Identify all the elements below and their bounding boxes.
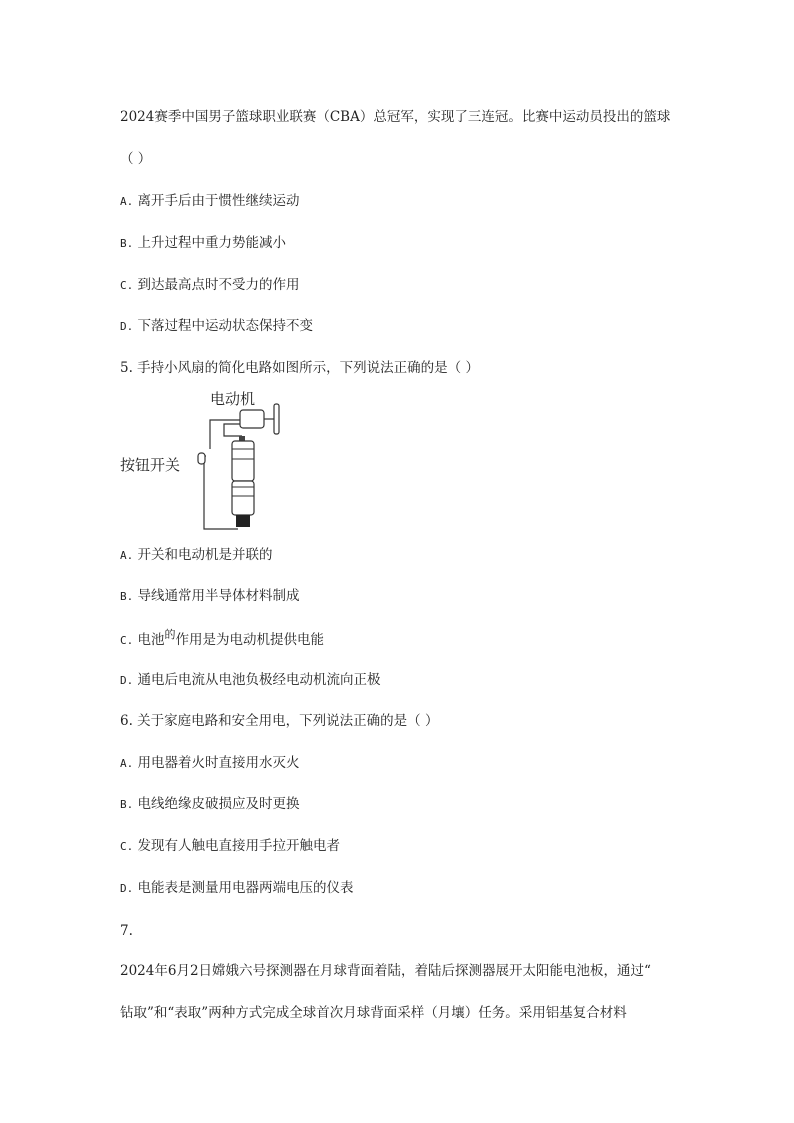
option-letter: D. xyxy=(120,882,134,895)
switch-label: 按钮开关 xyxy=(120,456,181,474)
option-text: 发现有人触电直接用手拉开触电者 xyxy=(137,838,341,854)
q4-stem: 2024赛季中国男子篮球职业联赛（CBA）总冠军，实现了三连冠。比赛中运动员投出的篮球 xyxy=(120,109,671,125)
option-text: 到达最高点时不受力的作用 xyxy=(137,277,300,293)
option-text-sup: 的 xyxy=(164,628,176,641)
q5-option-b xyxy=(120,587,300,606)
q4-option-a xyxy=(120,192,300,211)
q4-option-d xyxy=(120,317,313,336)
q6-option-a xyxy=(120,754,300,773)
option-letter: D. xyxy=(120,674,134,687)
option-text: 上升过程中重力势能减小 xyxy=(137,235,287,251)
q5-option-a xyxy=(120,546,273,565)
circuit-figure xyxy=(118,384,298,534)
option-letter: A. xyxy=(120,549,134,562)
option-text-pre: 电池 xyxy=(137,632,165,648)
q6-stem: 6. 关于家庭电路和安全用电，下列说法正确的是（ ） xyxy=(120,713,439,729)
q4-blank: （ ） xyxy=(120,151,152,167)
option-letter: B. xyxy=(120,798,134,811)
q7-line-2: 钻取”和“表取”两种方式完成全球首次月球背面采样（月壤）任务。采用铝基复合材料 xyxy=(120,1005,627,1021)
option-letter: A. xyxy=(120,757,134,770)
switch-knob xyxy=(198,453,205,464)
q4-option-b xyxy=(120,234,286,253)
option-letter: B. xyxy=(120,237,134,250)
motor-body xyxy=(240,410,264,428)
fan-blade xyxy=(274,404,279,434)
option-text: 用电器着火时直接用水灭火 xyxy=(137,755,300,771)
option-text: 开关和电动机是并联的 xyxy=(137,547,273,563)
option-text: 电线绝缘皮破损应及时更换 xyxy=(137,796,300,812)
option-letter: D. xyxy=(120,320,134,333)
q6-option-b xyxy=(120,795,300,814)
q5-option-d xyxy=(120,671,381,690)
option-text: 下落过程中运动状态保持不变 xyxy=(137,318,314,334)
option-letter: C. xyxy=(120,279,134,292)
option-letter: A. xyxy=(120,195,134,208)
option-text: 电能表是测量用电器两端电压的仪表 xyxy=(137,880,354,896)
q6-option-d xyxy=(120,879,354,898)
option-text-post: 作用是为电动机提供电能 xyxy=(175,632,325,648)
option-text: 导线通常用半导体材料制成 xyxy=(137,588,300,604)
battery-terminal xyxy=(239,436,245,441)
battery-cell-2 xyxy=(232,481,254,515)
option-letter: C. xyxy=(120,840,134,853)
q7-number: 7. xyxy=(120,923,133,939)
q6-option-c xyxy=(120,837,340,856)
q5-option-c xyxy=(120,628,325,650)
battery-spring xyxy=(236,515,250,527)
battery-cell-1 xyxy=(232,441,254,481)
option-letter: B. xyxy=(120,590,134,603)
motor-label: 电动机 xyxy=(210,390,256,408)
circuit-diagram xyxy=(118,384,298,534)
q7-line-1: 2024年6月2日嫦娥六号探测器在月球背面着陆，着陆后探测器展开太阳能电池板，通过“ xyxy=(120,963,651,979)
q4-option-c xyxy=(120,276,300,295)
q5-stem: 5. 手持小风扇的简化电路如图所示，下列说法正确的是（ ） xyxy=(120,360,479,376)
option-text: 通电后电流从电池负极经电动机流向正极 xyxy=(137,672,381,688)
option-text: 离开手后由于惯性继续运动 xyxy=(137,193,300,209)
option-letter: C. xyxy=(120,634,134,647)
